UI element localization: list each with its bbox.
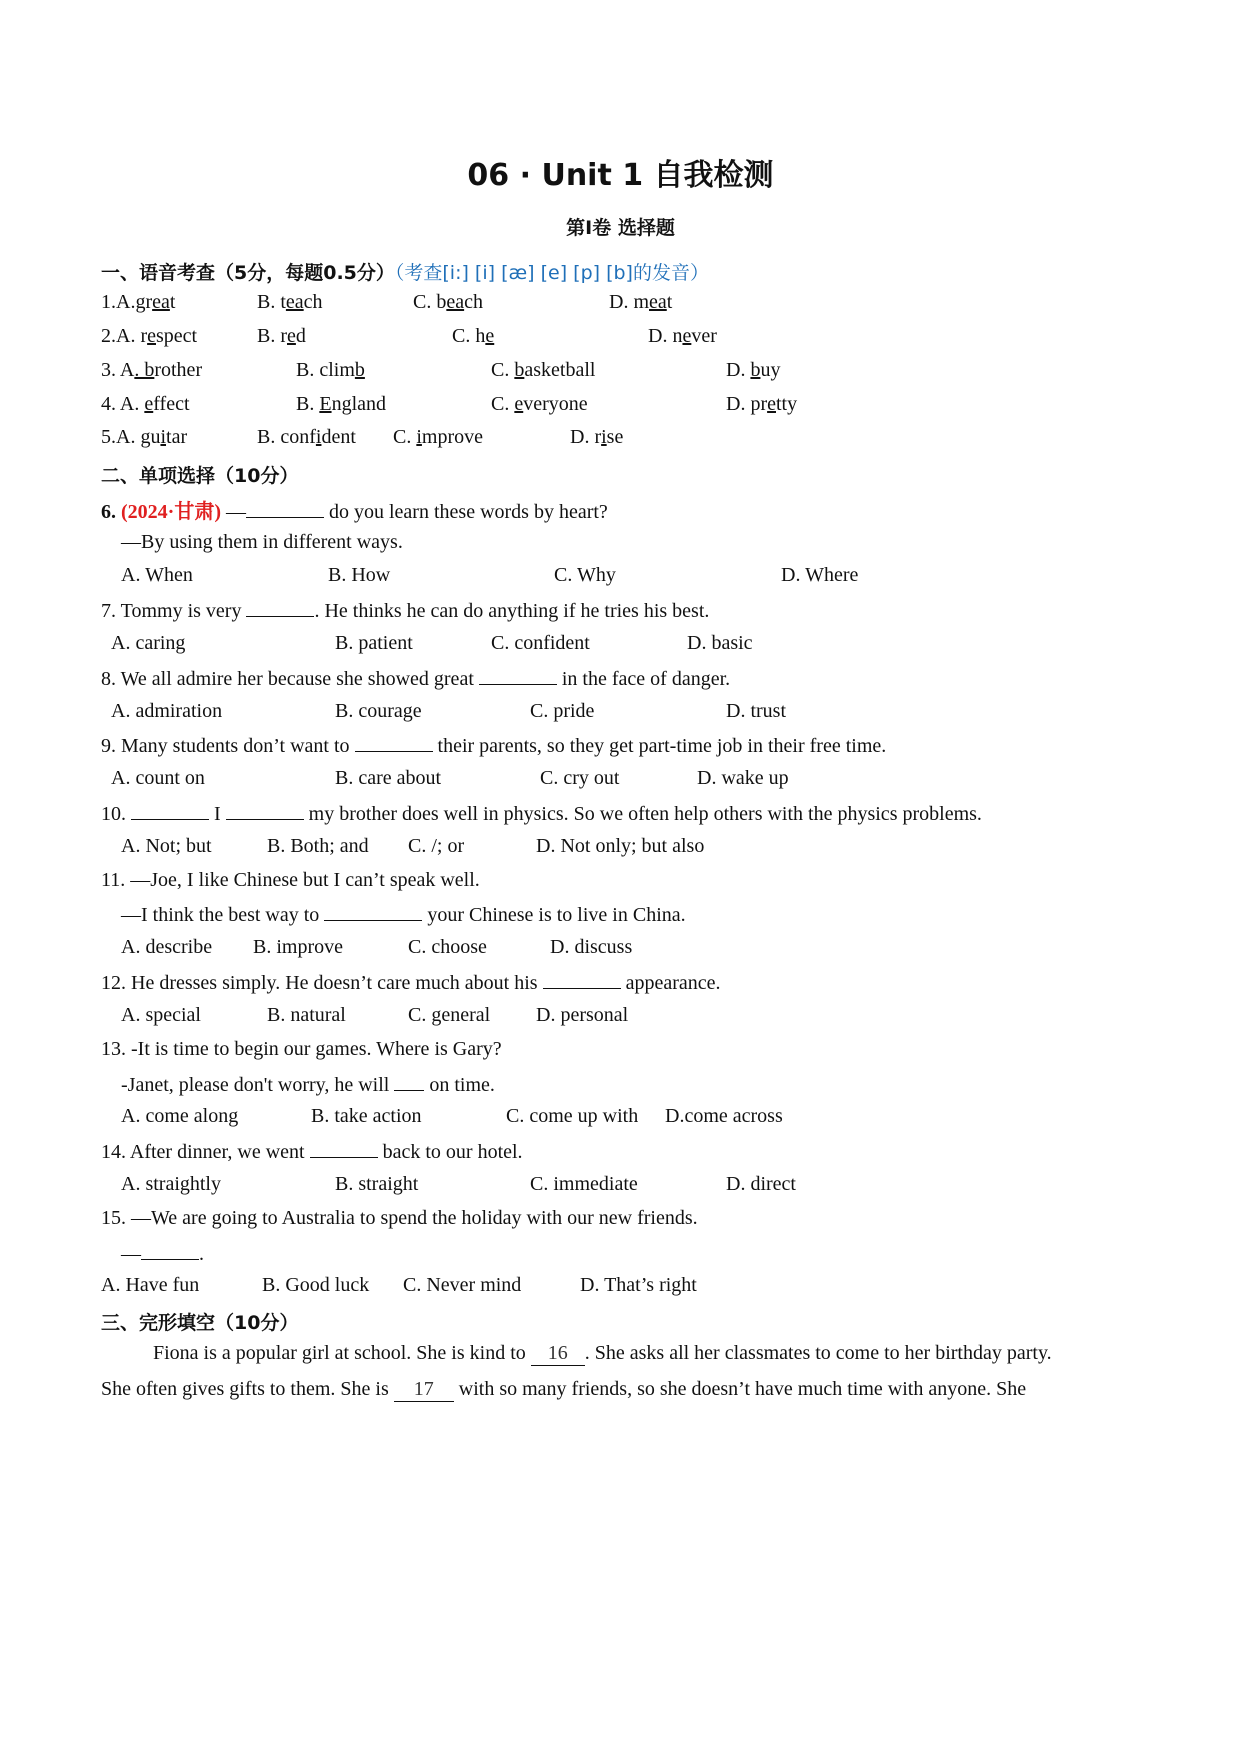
answer-blank — [355, 733, 433, 752]
section3-heading: 三、完形填空（10分） — [101, 1312, 299, 1334]
q12-option-c: C. general — [408, 1004, 491, 1026]
q13-option-c: C. come up with — [506, 1105, 639, 1127]
q10-option-a: A. Not; but — [121, 835, 212, 857]
q11-reply: —I think the best way to your Chinese is to live in China. — [121, 904, 686, 926]
q6-option-d: D. Where — [781, 564, 859, 586]
q8-stem: 8. We all admire her because she showed great in the face of danger. — [101, 668, 731, 690]
q9-stem: 9. Many students don’t want to their parents, so they get part-time job in their free time. — [101, 735, 887, 757]
q7-option-d: D. basic — [687, 632, 753, 654]
q1-option-b: B. teach — [257, 291, 323, 313]
q12-option-d: D. personal — [536, 1004, 629, 1026]
q2-option-b: B. red — [257, 325, 306, 347]
q14-option-d: D. direct — [726, 1173, 796, 1195]
q5-option-a: 5.A. guitar — [101, 426, 188, 448]
q15-option-d: D. That’s right — [580, 1274, 697, 1296]
q12-option-b: B. natural — [267, 1004, 346, 1026]
q6-option-a: A. When — [121, 564, 193, 586]
q8-option-a: A. admiration — [111, 700, 223, 722]
q4-option-c: C. everyone — [491, 393, 588, 415]
q15-reply: — . — [121, 1243, 204, 1265]
cloze-blank-17: 17 — [394, 1378, 454, 1402]
q8-option-d: D. trust — [726, 700, 786, 722]
q13-option-d: D.come across — [665, 1105, 783, 1127]
q10-option-b: B. Both; and — [267, 835, 369, 857]
q6-option-c: C. Why — [554, 564, 616, 586]
answer-blank — [310, 1139, 378, 1158]
q15-option-c: C. Never mind — [403, 1274, 522, 1296]
section1-title: 一、语音考查（5分，每题0.5分） — [101, 262, 395, 284]
q12-stem: 12. He dresses simply. He doesn’t care much about his appearance. — [101, 972, 721, 994]
q11-stem: 11. —Joe, I like Chinese but I can’t speak well. — [101, 869, 480, 891]
cloze-line-1: Fiona is a popular girl at school. She is kind to 16 . She asks all her classmates to come to her birthday party. — [153, 1342, 1052, 1364]
q2-option-d: D. never — [648, 325, 717, 347]
q14-option-c: C. immediate — [530, 1173, 638, 1195]
q13-option-b: B. take action — [311, 1105, 422, 1127]
q12-option-a: A. special — [121, 1004, 201, 1026]
q2-option-a: 2.A. respect — [101, 325, 198, 347]
q11-option-a: A. describe — [121, 936, 213, 958]
q15-stem: 15. —We are going to Australia to spend the holiday with our new friends. — [101, 1207, 698, 1229]
q8-option-b: B. courage — [335, 700, 422, 722]
answer-blank — [543, 970, 621, 989]
answer-blank — [394, 1072, 424, 1091]
q6-source: (2024·甘肃) — [121, 501, 221, 523]
q5-option-d: D. rise — [570, 426, 624, 448]
section2-heading: 二、单项选择（10分） — [101, 465, 299, 487]
q3-option-d: D. buy — [726, 359, 781, 381]
q3-option-b: B. climb — [296, 359, 365, 381]
q10-option-c: C. /; or — [408, 835, 465, 857]
q8-option-c: C. pride — [530, 700, 595, 722]
q14-option-a: A. straightly — [121, 1173, 221, 1195]
q11-option-d: D. discuss — [550, 936, 633, 958]
answer-blank — [131, 801, 209, 820]
q1-option-c: C. beach — [413, 291, 483, 313]
q2-option-c: C. he — [452, 325, 495, 347]
q11-option-b: B. improve — [253, 936, 343, 958]
q5-option-c: C. improve — [393, 426, 483, 448]
q15-option-b: B. Good luck — [262, 1274, 370, 1296]
q9-option-d: D. wake up — [697, 767, 789, 789]
q4-option-d: D. pretty — [726, 393, 798, 415]
page-title: 06 · Unit 1 自我检测 — [467, 158, 774, 193]
q14-stem: 14. After dinner, we went back to our hotel. — [101, 1141, 523, 1163]
q11-option-c: C. choose — [408, 936, 487, 958]
q13-option-a: A. come along — [121, 1105, 239, 1127]
q1-option-d: D. meat — [609, 291, 673, 313]
q3-option-c: C. basketball — [491, 359, 596, 381]
q7-option-a: A. caring — [111, 632, 186, 654]
answer-blank — [246, 598, 314, 617]
q3-option-a: 3. A. brother — [101, 359, 203, 381]
answer-blank — [324, 902, 422, 921]
q7-option-c: C. confident — [491, 632, 590, 654]
answer-blank — [246, 499, 324, 518]
q9-option-c: C. cry out — [540, 767, 620, 789]
section1-heading — [101, 258, 709, 285]
cloze-line-2: She often gives gifts to them. She is 17 with so many friends, so she doesn’t have much time with anyone. She — [101, 1378, 1027, 1400]
q7-stem: 7. Tommy is very . He thinks he can do anything if he tries his best. — [101, 600, 710, 622]
q9-option-a: A. count on — [111, 767, 205, 789]
section1-note: （考查[i:] [i] [æ] [e] [p] [b]的发音） — [394, 262, 709, 284]
q6-reply: —By using them in different ways. — [121, 531, 403, 553]
answer-blank — [141, 1241, 199, 1260]
q10-stem: 10. I my brother does well in physics. So we often help others with the physics problems. — [101, 803, 982, 825]
q4-option-b: B. England — [296, 393, 386, 415]
q15-option-a: A. Have fun — [101, 1274, 200, 1296]
q7-option-b: B. patient — [335, 632, 413, 654]
answer-blank — [479, 666, 557, 685]
page-subtitle: 第Ⅰ卷 选择题 — [566, 217, 675, 239]
q9-option-b: B. care about — [335, 767, 442, 789]
q5-option-b: B. confident — [257, 426, 356, 448]
q6-stem: 6. (2024·甘肃) — do you learn these words by heart? — [101, 501, 608, 523]
q10-option-d: D. Not only; but also — [536, 835, 705, 857]
q13-reply: -Janet, please don't worry, he will on time. — [121, 1074, 495, 1096]
q6-option-b: B. How — [328, 564, 391, 586]
q14-option-b: B. straight — [335, 1173, 419, 1195]
q13-stem: 13. -It is time to begin our games. Where is Gary? — [101, 1038, 502, 1060]
q1-option-a: 1.A.great — [101, 291, 176, 313]
q4-option-a: 4. A. effect — [101, 393, 190, 415]
cloze-blank-16: 16 — [531, 1342, 585, 1366]
answer-blank — [226, 801, 304, 820]
